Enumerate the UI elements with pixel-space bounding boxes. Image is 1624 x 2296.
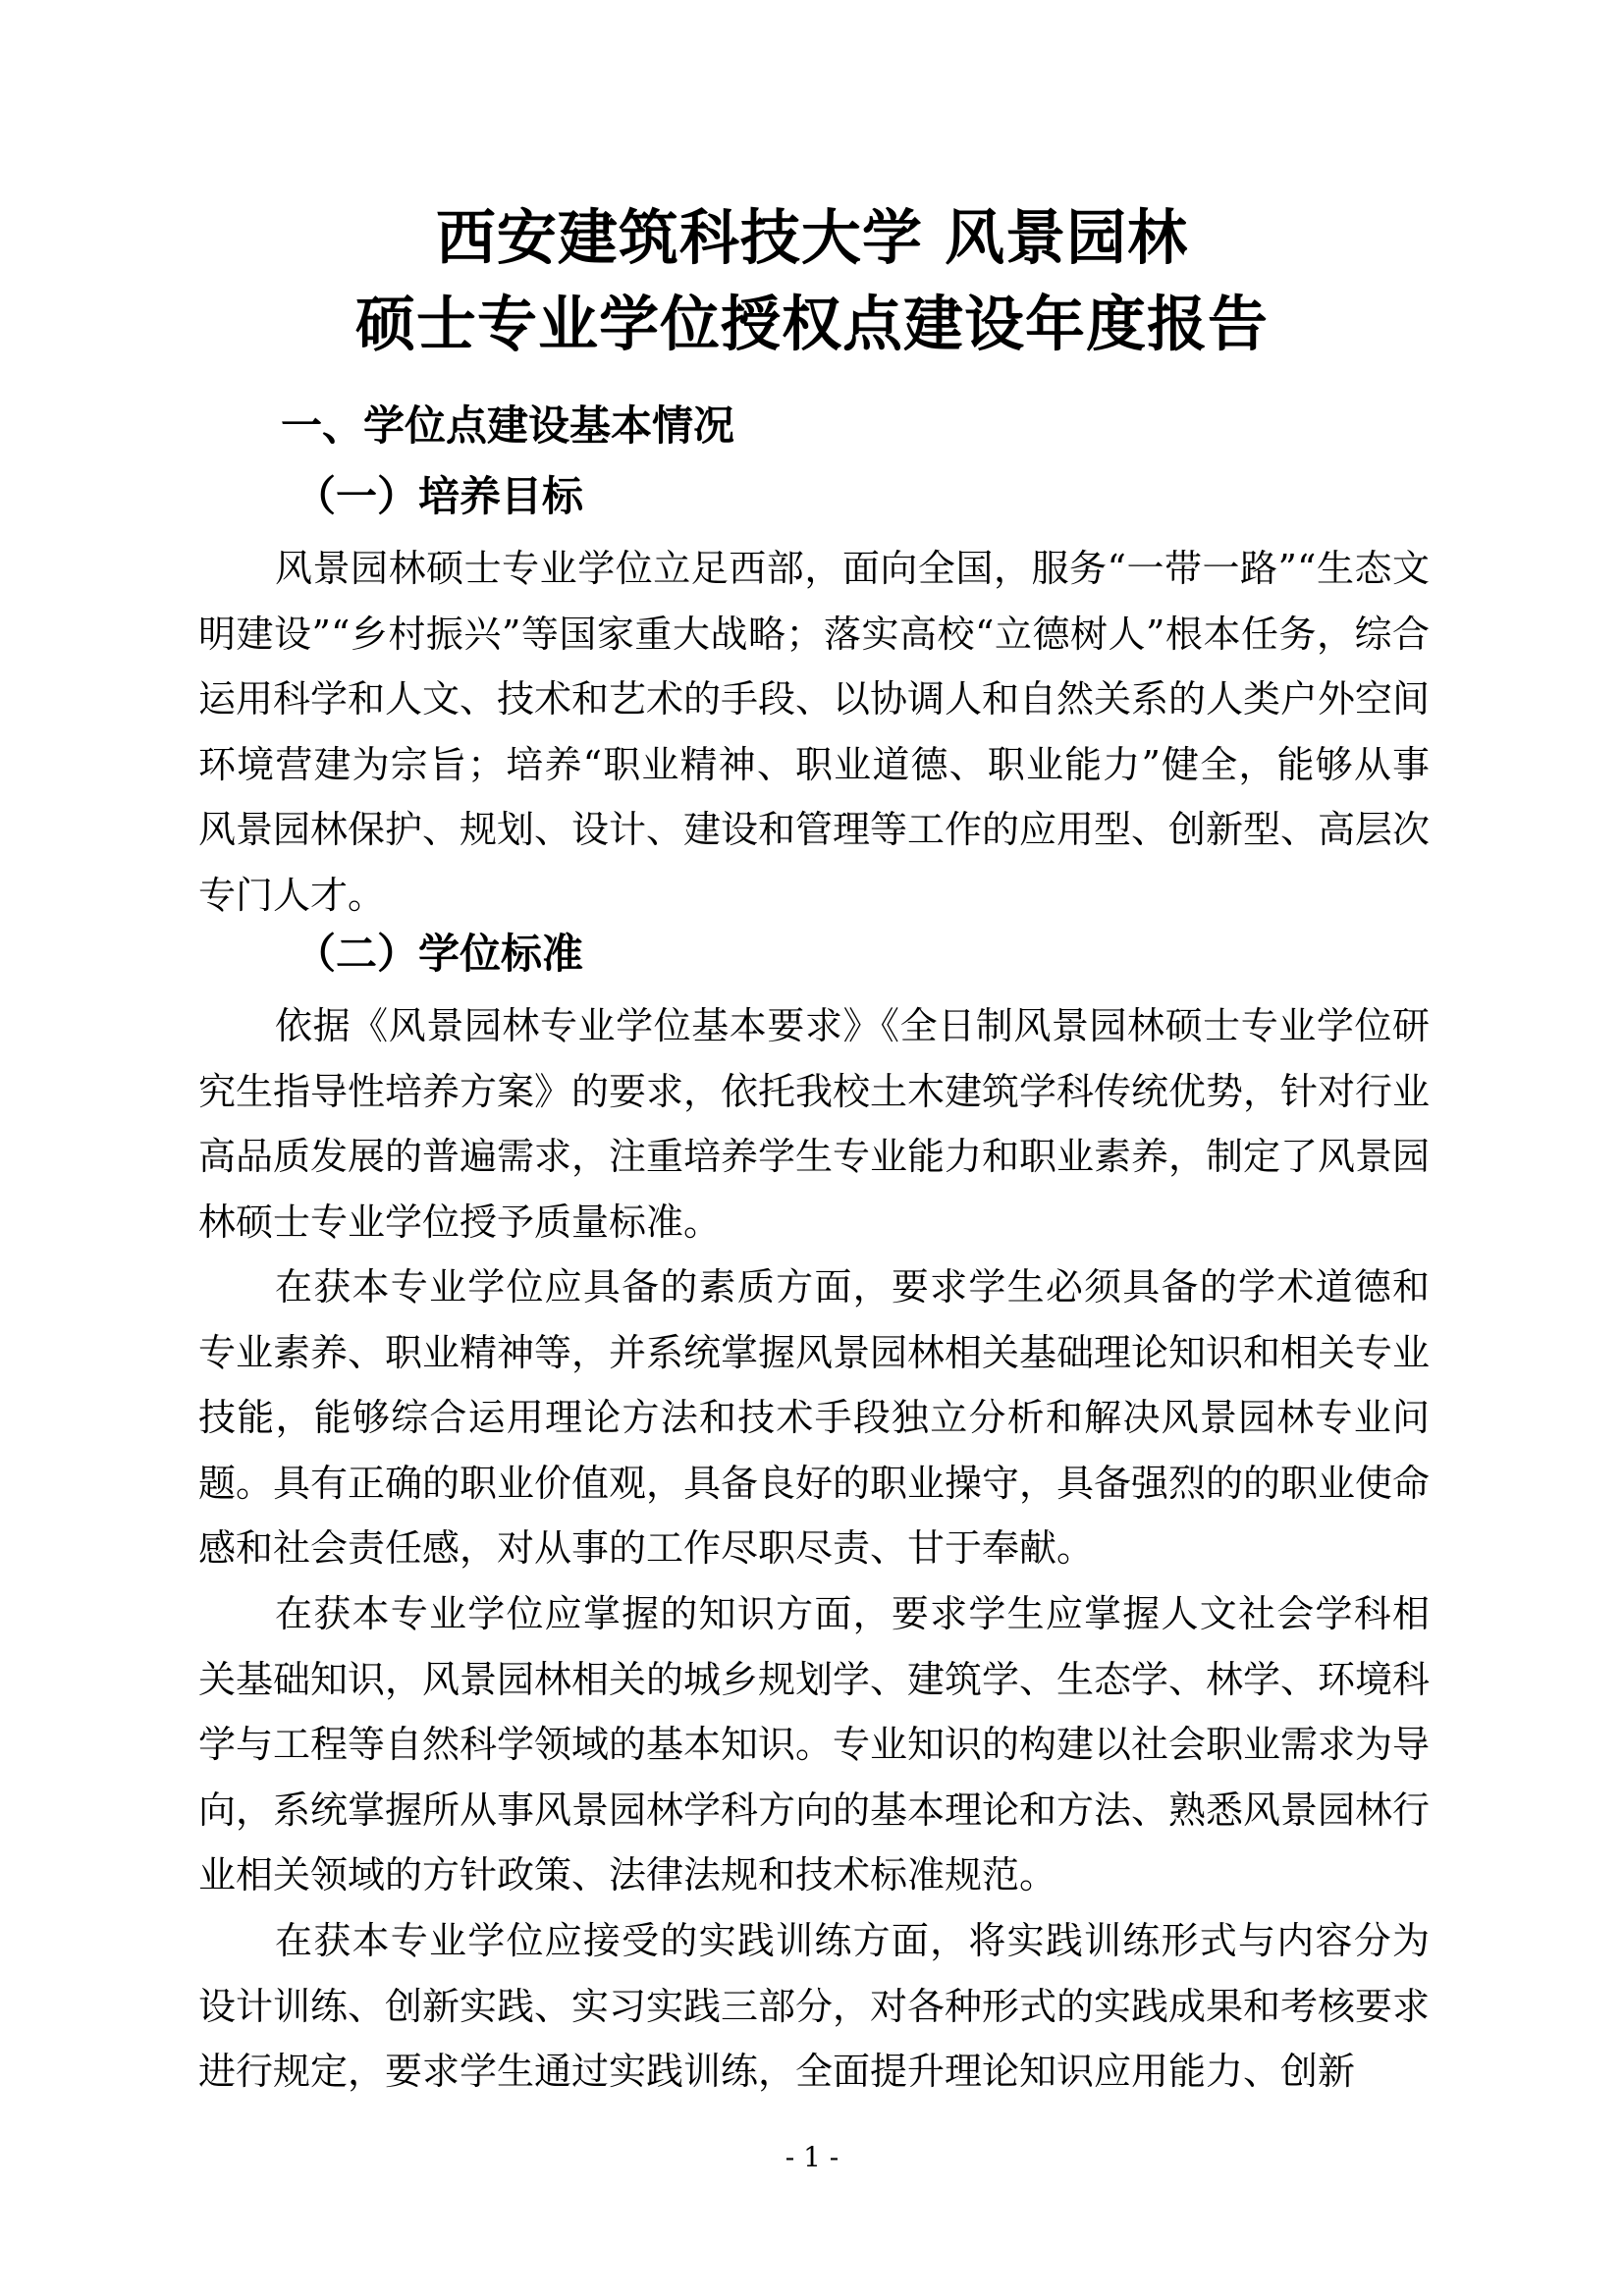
subsection-heading-training-goals: （一）培养目标 [295,472,584,520]
document-title-line2: 硕士专业学位授权点建设年度报告 [354,290,1269,359]
paragraph-practice-training: 在获本专业学位应接受的实践训练方面，将实践训练形式与内容分为设计训练、创新实践、实习实践三部分，对各种形式的实践成果和考核要求进行规定，要求学生通过实践训练，全面提升理论知识应用能力、创新 [198,1919,1431,2094]
paragraph-degree-standards-basis: 依据《风景园林专业学位基本要求》《全日制风景园林硕士专业学位研究生指导性培养方案》的要求，依托我校土木建筑学科传统优势，针对行业高品质发展的普遍需求，注重培养学生专业能力和职业素养，制定了风景园林硕士专业学位授予质量标准。 [198,1004,1431,1244]
section-heading-basic-info: 一、学位点建设基本情况 [281,401,735,450]
paragraph-knowledge: 在获本专业学位应掌握的知识方面，要求学生应掌握人文社会学科相关基础知识，风景园林相关的城乡规划学、建筑学、生态学、林学、环境科学与工程等自然科学领域的基本知识。专业知识的构建以社会职业需求为导向，系统掌握所从事风景园林学科方向的基本理论和方法、熟悉风景园林行业相关领域的方针政策、法律法规和技术标准规范。 [198,1592,1431,1897]
subsection-heading-degree-standards: （二）学位标准 [295,930,584,978]
paragraph-training-goals: 风景园林硕士专业学位立足西部，面向全国，服务“一带一路”“生态文明建设”“乡村振兴”等国家重大战略；落实高校“立德树人”根本任务，综合运用科学和人文、技术和艺术的手段、以协调人和自然关系的人类户外空间环境营建为宗旨；培养“职业精神、职业道德、职业能力”健全，能够从事风景园林保护、规划、设计、建设和管理等工作的应用型、创新型、高层次专门人才。 [198,547,1431,917]
document-title-line1: 西安建筑科技大学 风景园林 [435,203,1189,273]
page-number: - 1 - [785,2141,839,2173]
paragraph-qualities: 在获本专业学位应具备的素质方面，要求学生必须具备的学术道德和专业素养、职业精神等，并系统掌握风景园林相关基础理论知识和相关专业技能，能够综合运用理论方法和技术手段独立分析和解决风景园林专业问题。具有正确的职业价值观，具备良好的职业操守，具备强烈的的职业使命感和社会责任感，对从事的工作尽职尽责、甘于奉献。 [198,1265,1431,1571]
